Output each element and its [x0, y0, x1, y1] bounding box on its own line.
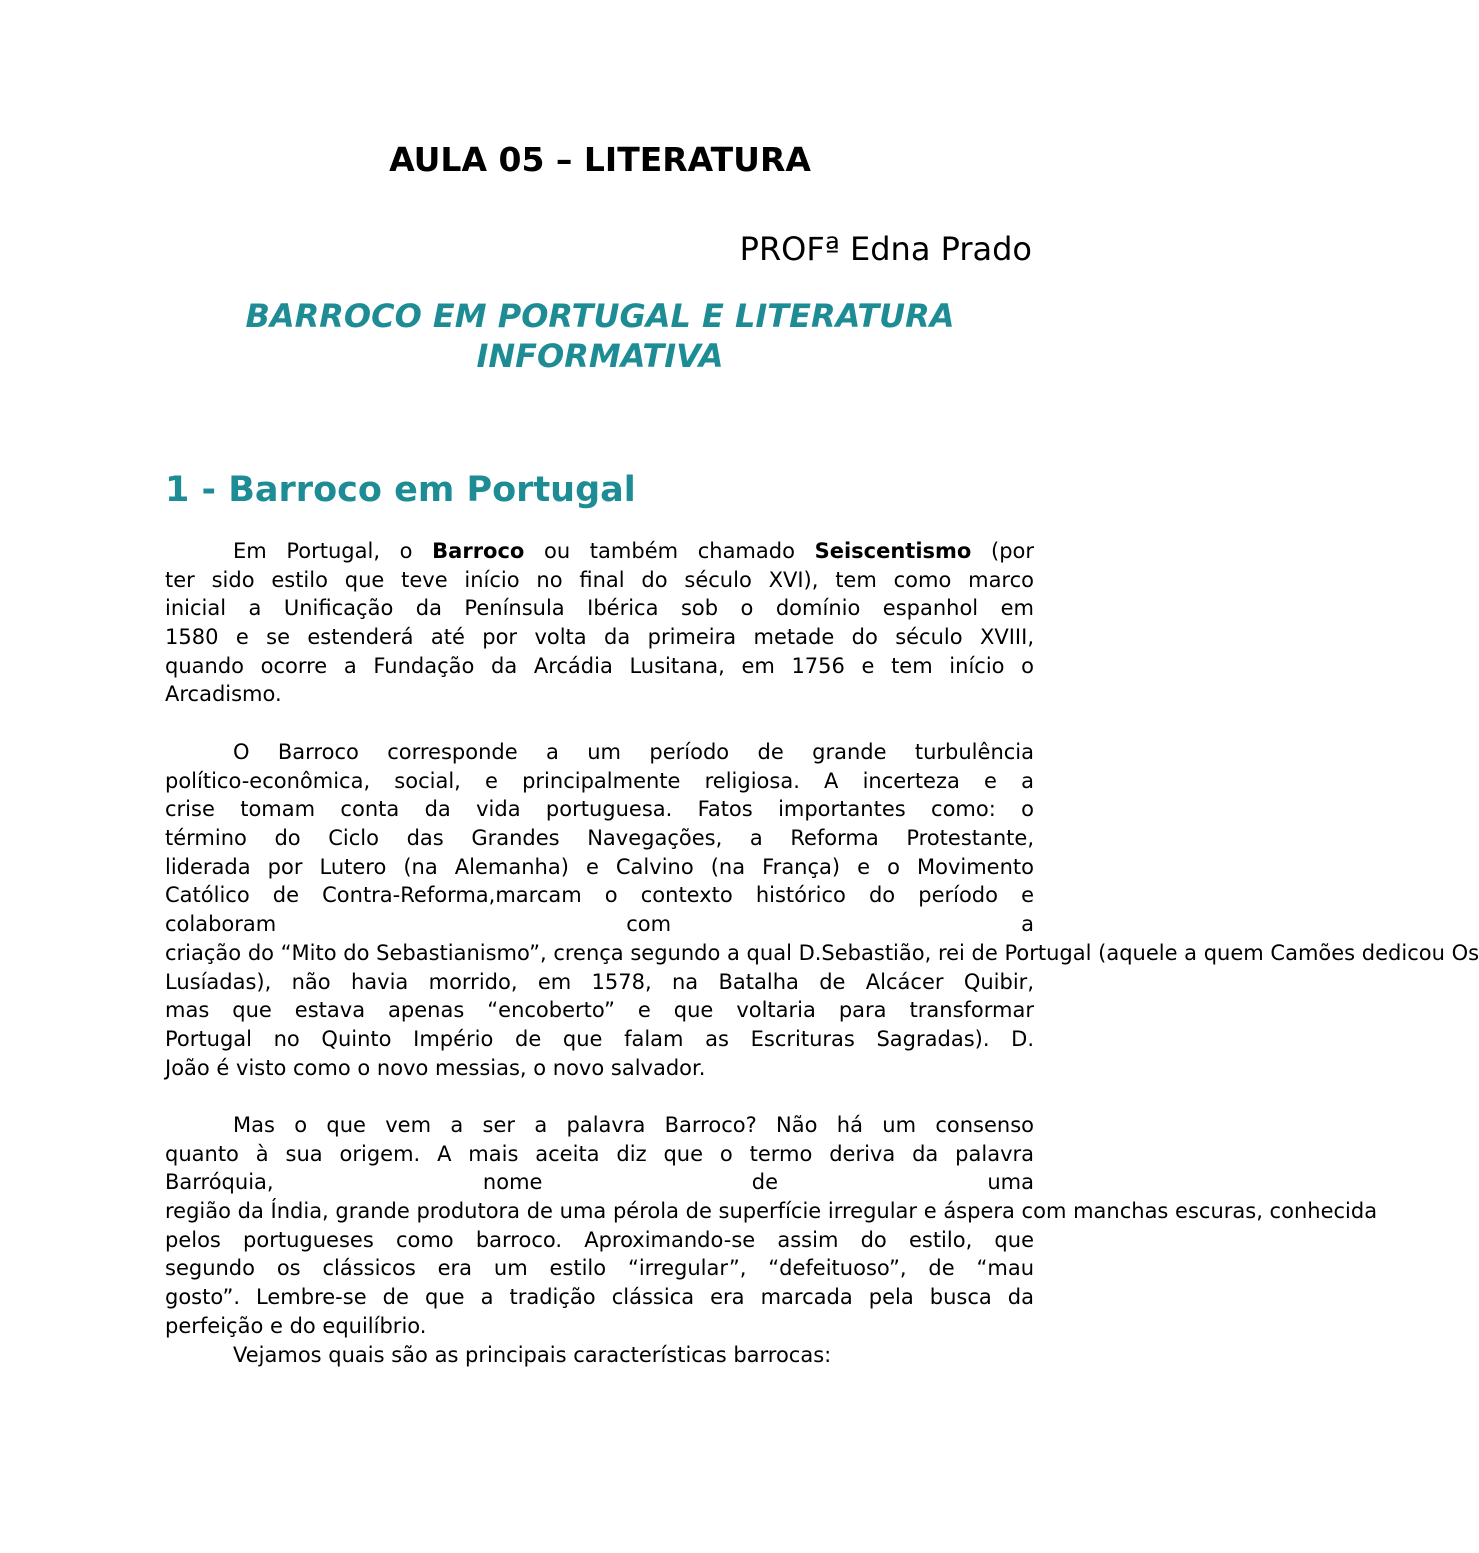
text-line: Vejamos quais são as principais características barrocas: [233, 1343, 832, 1367]
text-line: término do Ciclo das Grandes Navegações, a Reforma Protestante, [165, 826, 1034, 851]
text-line: João é visto como o novo messias, o novo salvador. [165, 1055, 706, 1080]
subtitle-line-2: INFORMATIVA [476, 337, 724, 375]
text-line: perfeição e do equilíbrio. [165, 1313, 427, 1338]
text-line: Barróquia, nome de uma [165, 1170, 1034, 1195]
text-line: segundo os clássicos era um estilo “irregular”, “defeituoso”, de “mau [165, 1256, 1034, 1281]
text-line: 1580 e se estenderá até por volta da primeira metade do século XVIII, [165, 625, 1034, 650]
text-line: gosto”. Lembre-se de que a tradição clássica era marcada pela busca da [165, 1285, 1034, 1310]
text-line: Arcadismo. [165, 682, 282, 707]
text-line: Lusíadas), não havia morrido, em 1578, na Batalha de Alcácer Quibir, [165, 969, 1034, 994]
document-subtitle [160, 296, 1040, 376]
text-line: Mas o que vem a ser a palavra Barroco? Não há um consenso [233, 1113, 1034, 1137]
text-line: região da Índia, grande produtora de uma pérola de superfície irregular e áspera com manchas escuras, conhecida [165, 1199, 1378, 1224]
text-line: ter sido estilo que teve início no final do século XVI), tem como marco [165, 567, 1034, 592]
text-line: inicial a Unificação da Península Ibérica sob o domínio espanhol em [165, 596, 1034, 621]
text-line: pelos portugueses como barroco. Aproximando-se assim do estilo, que [165, 1227, 1034, 1252]
paragraph-1 [165, 537, 1034, 709]
text-line: criação do “Mito do Sebastianismo”, crença segundo a qual D.Sebastião, rei de Portugal (aquele a quem Camões dedicou Os [165, 940, 1479, 965]
text-line: quanto à sua origem. A mais aceita diz que o termo deriva da palavra [165, 1141, 1034, 1166]
subtitle-line-1: BARROCO EM PORTUGAL E LITERATURA [245, 297, 955, 335]
text-line: quando ocorre a Fundação da Arcádia Lusitana, em 1756 e tem início o [165, 653, 1034, 678]
text-line: crise tomam conta da vida portuguesa. Fatos importantes como: o [165, 797, 1034, 822]
paragraph-2 [165, 738, 1479, 1082]
text-line: mas que estava apenas “encoberto” e que voltaria para transformar [165, 998, 1034, 1023]
text-line: Portugal no Quinto Império de que falam as Escrituras Sagradas). D. [165, 1026, 1034, 1051]
text-line: colaboram com a [165, 912, 1034, 937]
document-title: AULA 05 – LITERATURA [389, 140, 811, 179]
section-heading: 1 - Barroco em Portugal [165, 470, 636, 510]
author-line: PROFª Edna Prado [739, 230, 1032, 268]
text-line: liderada por Lutero (na Alemanha) e Calvino (na França) e o Movimento [165, 854, 1034, 879]
paragraph-3 [165, 1111, 1378, 1341]
text-line: Católico de Contra-Reforma,marcam o contexto histórico do período e [165, 883, 1034, 908]
text-line: O Barroco corresponde a um período de grande turbulência [233, 740, 1034, 764]
text-line: político-econômica, social, e principalmente religiosa. A incerteza e a [165, 768, 1034, 793]
paragraph-4 [165, 1341, 1034, 1370]
text-line: Em Portugal, o Barroco ou também chamado Seiscentismo (por [233, 539, 1035, 563]
